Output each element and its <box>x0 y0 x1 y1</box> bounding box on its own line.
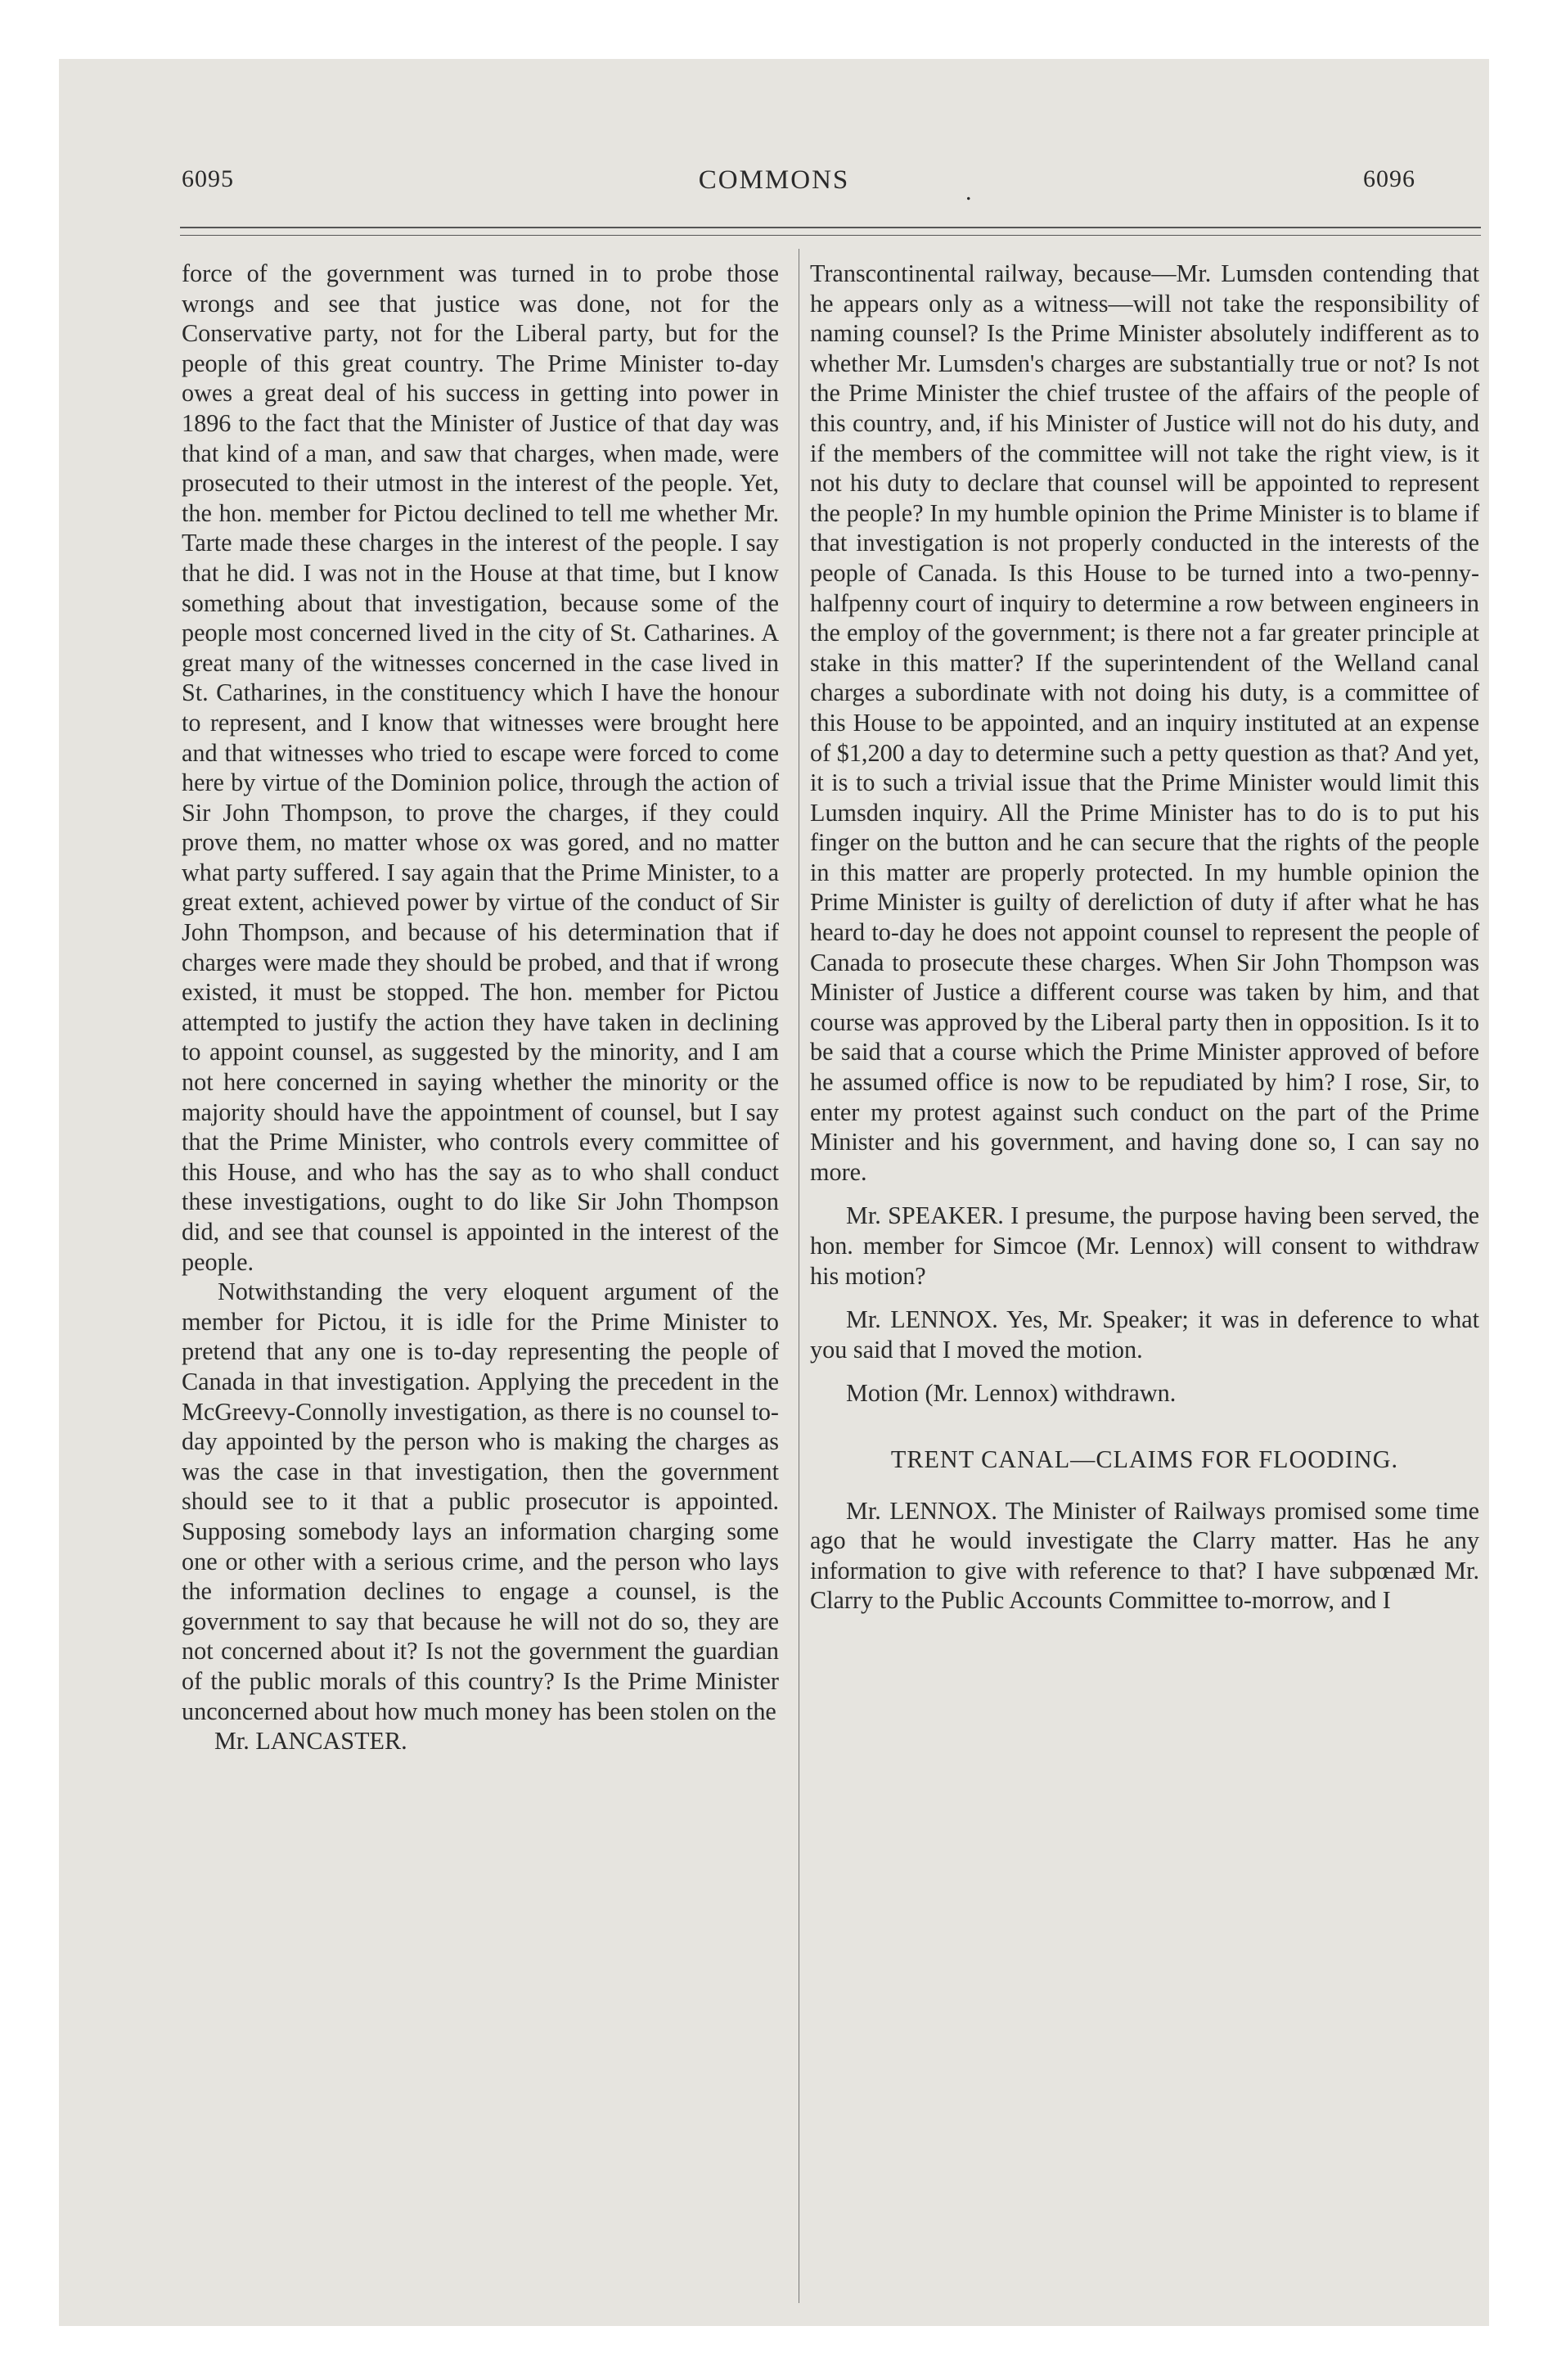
running-title: COMMONS <box>698 165 850 195</box>
running-head <box>59 165 1489 206</box>
left-page-number: 6095 <box>182 165 234 192</box>
motion-withdrawn-paragraph: Motion (Mr. Lennox) withdrawn. <box>846 1379 1177 1408</box>
left-paragraph-2: Notwithstanding the very eloquent argument of the member for Pictou, it is idle for the Prime Minister to pretend that any one is to-day representing the people of Canada in that investigation. Applying the precedent in the McGreevy-Connolly investigation, as there is no counsel to-day appointed by the person who is making the charges as was the case in that investigation, then the government should see to it that a public prosecutor is appointed. Supposing somebody lays an information charging some one or other with a serious crime, and the person who lays the information declines to engage a counsel, is the government to say that because he will not do so, they are not concerned about it? Is not the government the guardian of the public morals of this country? Is the Prime Minister unconcerned about how much money has been stolen on the <box>182 1278 779 1725</box>
head-dot-mark: . <box>965 178 972 205</box>
right-continuation-paragraph: Transcontinental railway, because—Mr. Lumsden contending that he appears only as a witness—will not take the responsibility of naming counsel? Is the Prime Minister absolutely indifferent as to whether Mr. Lumsden's charges are substantially true or not? Is not the Prime Minister the chief trustee of the affairs of the people of this country, and, if his Minister of Justice will not do his duty, and if the members of the committee will not take the right view, is it not his duty to declare that counsel will be appointed to represent the people? In my humble opinion the Prime Minister is to blame if that investigation is not properly conducted in the interests of the people of Canada. Is this House to be turned into a two-penny-halfpenny court of inquiry to determine a row between engineers in the employ of the government; is there not a far greater principle at stake in this matter? If the superintendent of the Welland canal charges a subordinate with not doing his duty, is a committee of this House to be appointed, and an inquiry instituted at an expense of $1,200 a day to determine such a petty question as that? And yet, it is to such a trivial issue that the Prime Minister would limit this Lumsden inquiry. All the Prime Minister has to do is to put his finger on the button and he can secure that the rights of the people in this matter are properly protected. In my humble opinion the Prime Minister is guilty of dereliction of duty if after what he has heard to-day he does not appoint counsel to represent the people of Canada to prosecute these charges. When Sir John Thompson was Minister of Justice a different course was taken by him, and that course was approved by the Liberal party then in opposition. Is it to be said that a course which the Prime Minister approved of before he assumed office is now to be repudiated by him? I rose, Sir, to enter my protest against such conduct on the part of the Prime Minister and his government, and having done so, I can say no more. <box>810 259 1479 1186</box>
catchword-speaker: Mr. LANCASTER. <box>214 1727 407 1756</box>
lennox-reply-paragraph: Mr. LENNOX. Yes, Mr. Speaker; it was in deference to what you said that I moved the motion. <box>810 1305 1479 1364</box>
left-paragraph-1: force of the government was turned in to probe those wrongs and see that justice was done, not for the Conservative party, not for the Liberal party, but for the people of this great country. The Prime Minister to-day owes a great deal of his success in getting into power in 1896 to the fact that the Minister of Justice of that day was that kind of a man, and saw that charges, when made, were prosecuted to their utmost in the interest of the people. Yet, the hon. member for Pictou declined to tell me whether Mr. Tarte made these charges in the interest of the people. I say that he did. I was not in the House at that time, but I know something about that investigation, because some of the people most concerned lived in the city of St. Catharines. A great many of the witnesses concerned in the case lived in St. Catharines, in the constituency which I have the honour to represent, and I know that witnesses were brought here and that witnesses who tried to escape were forced to come here by virtue of the Dominion police, through the action of Sir John Thompson, to prove the charges, if they could prove them, no matter whose ox was gored, and no matter what party suffered. I say again that the Prime Minister, to a great extent, achieved power by virtue of the conduct of Sir John Thompson, and because of his determination that if charges were made they should be probed, and that if wrong existed, it must be stopped. The hon. member for Pictou attempted to justify the action they have taken in declining to appoint counsel, as suggested by the minority, and I am not here concerned in saying whether the minority or the majority should have the appointment of counsel, but I say that the Prime Minister, who controls every committee of this House, and who has the say as to who shall conduct these investigations, ought to do like Sir John Thompson did, and see that counsel is appointed in the interest of the people. <box>182 259 779 1276</box>
left-column <box>182 259 779 1756</box>
scanned-page <box>59 59 1489 2326</box>
header-rule-bottom <box>180 235 1481 236</box>
speaker-paragraph: Mr. SPEAKER. I presume, the purpose having been served, the hon. member for Simcoe (Mr. Lennox) will consent to withdraw his motion? <box>810 1201 1479 1290</box>
header-rule-top <box>180 227 1481 228</box>
final-paragraph: Mr. LENNOX. The Minister of Railways promised some time ago that he would investigate the Clarry matter. Has he any information to give with reference to that? I have subpœnæd Mr. Clarry to the Public Accounts Committee to-morrow, and I <box>810 1496 1479 1615</box>
right-page-number: 6096 <box>1363 165 1415 192</box>
right-column <box>810 259 1479 1616</box>
section-heading: TRENT CANAL—CLAIMS FOR FLOODING. <box>890 1445 1399 1473</box>
